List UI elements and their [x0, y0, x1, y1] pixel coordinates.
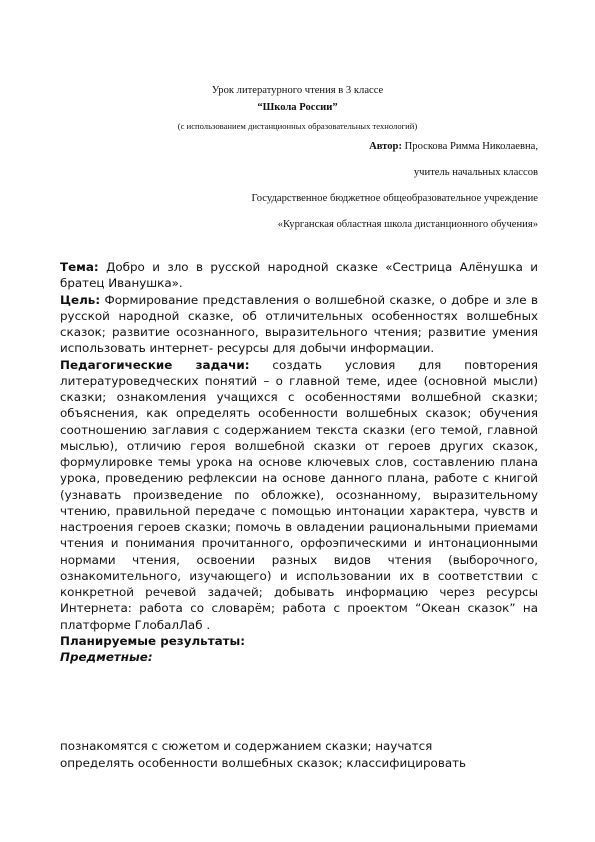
- results-text: [60, 738, 538, 772]
- topic-label: Тема:: [60, 260, 99, 274]
- author-name: Проскова Римма Николаевна,: [401, 141, 538, 152]
- goal-label: Цель:: [60, 292, 101, 307]
- goal-paragraph: [60, 292, 538, 357]
- results-line-1: познакомятся с сюжетом и содержанием сказки; научатся: [60, 739, 433, 753]
- author-position: учитель начальных классов: [413, 167, 538, 178]
- lesson-body: [60, 259, 538, 665]
- tasks-text: создать условия для повторения литературоведческих понятий – о главной теме, идее (основной мысли) сказки; ознакомления учащихся с особенностями волшебной сказки; объяснения, как определять особенности волшебных сказок; обучения соотношению заглавия с содержанием текста сказки (его темой, главной мыслью), отличию героя волшебной сказки от героев других сказок, формулировке темы урока на основе ключевых слов, составлению плана урока, проведению рефлексии на основе данного плана, работе с книгой (узнавать произведение по обложке), осознанному, выразительному чтению, правильной передаче с помощью интонации характера, чувств и настроения героев сказки; помочь в овладении рациональными приемами чтения и понимания прочитанного, орфоэпическими и интонационными нормами чтения, освоении разных видов чтения (выборочного, ознакомительного, изучающего) и использовании их в соответствии с конкретной речевой задачей; добывать информацию через ресурсы Интернета: работа со словарём; работа с проектом “Океан сказок” на платформе ГлобалЛаб .: [60, 357, 538, 632]
- topic-text: Добро и зло в русской народной сказке «Сестрица Алёнушка и братец Иванушка».: [60, 260, 538, 291]
- goal-text: Формирование представления о волшебной сказке, о добре и зле в русской народной сказке, об отличительных особенностях волшебных сказок; развитие осознанного, выразительного чтения; развитие умения использовать интернет- ресурсы для добычи информации.: [60, 292, 538, 356]
- author-line: [369, 140, 538, 153]
- author-label: Автор:: [369, 141, 402, 152]
- results-heading: Планируемые результаты:: [60, 633, 246, 648]
- institution-line: Государственное бюджетное общеобразовательное учреждение: [251, 193, 538, 204]
- tasks-label: Педагогические задачи:: [60, 357, 250, 372]
- lesson-title: Урок литературного чтения в 3 классе: [211, 85, 384, 96]
- topic-paragraph: [60, 259, 538, 292]
- results-line-2: определять особенности волшебных сказок; классифицировать: [60, 756, 467, 770]
- technology-note: (с использованием дистанционных образовательных технологий): [177, 121, 418, 131]
- school-name: «Курганская областная школа дистанционного обучения»: [277, 219, 538, 230]
- program-title: “Школа России”: [257, 102, 338, 113]
- subject-results-heading: Предметные:: [60, 650, 153, 664]
- tasks-paragraph: [60, 357, 538, 633]
